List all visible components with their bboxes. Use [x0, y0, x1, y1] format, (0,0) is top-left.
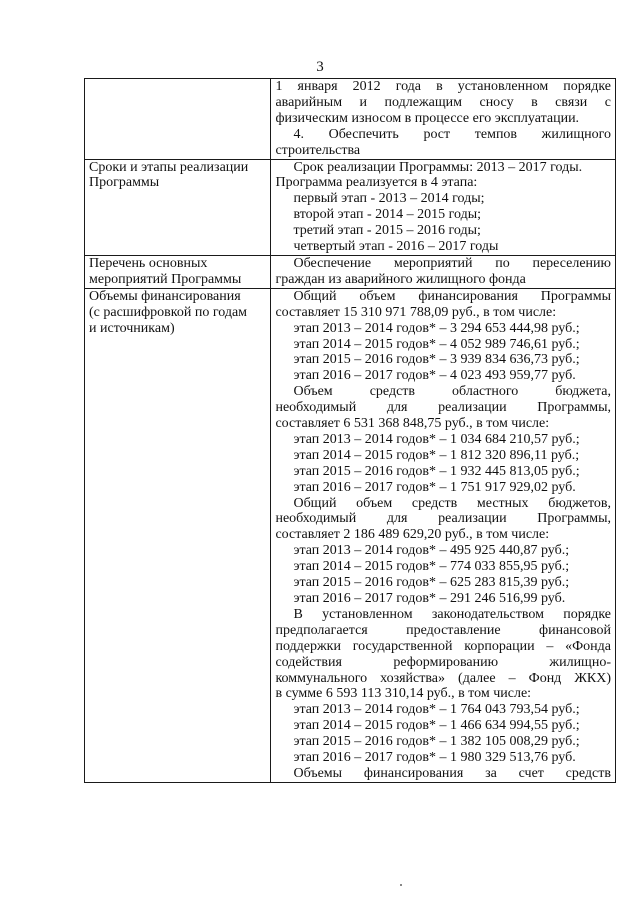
text-line: строительства [275, 142, 361, 158]
financing-stage: этап 2014 – 2015 годов* – 1 466 634 994,55 руб.; [293, 718, 580, 734]
text-line: составляет 6 531 368 848,75 руб., в том числе: [275, 416, 550, 432]
table-row-financing [85, 288, 616, 782]
terms-label-cell [85, 159, 271, 255]
stage-item: третий этап - 2015 – 2016 годы; [293, 223, 481, 239]
text-line: поддержки государственной корпорации – «Фонда [275, 638, 611, 654]
financing-stage: этап 2015 – 2016 годов* – 3 939 834 636,73 руб.; [293, 352, 580, 368]
row-label-line: и источникам) [89, 320, 175, 336]
stage-item: четвертый этап - 2016 – 2017 годы [293, 239, 499, 255]
text-line: содействия реформированию жилищно- [275, 654, 611, 670]
stages-intro: Программа реализуется в 4 этапа: [275, 175, 478, 191]
row-label-line: Объемы финансирования [89, 288, 241, 304]
table-row-activities [85, 255, 616, 288]
text-line: В установленном законодательством порядке [293, 606, 611, 622]
financing-stage: этап 2016 – 2017 годов* – 291 246 516,99 руб. [293, 591, 566, 606]
financing-stage: этап 2015 – 2016 годов* – 625 283 815,39 руб.; [293, 575, 570, 591]
financing-stage: этап 2015 – 2016 годов* – 1 932 445 813,05 руб.; [293, 463, 580, 479]
table-row-terms [85, 159, 616, 255]
row-label-line: Программы [89, 175, 160, 191]
financing-stage: этап 2015 – 2016 годов* – 1 382 105 008,29 руб.; [293, 734, 580, 750]
text-line: коммунального хозяйства» (далее – Фонд ЖКХ) [275, 670, 611, 686]
row-label-line: мероприятий Программы [89, 271, 242, 287]
stage-item: второй этап - 2014 – 2015 годы; [293, 207, 482, 223]
text-line: Общий объем средств местных бюджетов, [293, 495, 611, 511]
text-line: Общий объем финансирования Программы [293, 288, 611, 304]
stage-item: первый этап - 2013 – 2014 годы; [293, 191, 485, 207]
activities-label-cell [85, 255, 271, 288]
financing-stage: этап 2013 – 2014 годов* – 1 034 684 210,57 руб.; [293, 431, 580, 447]
activities-content-cell [271, 255, 616, 288]
financing-stage: этап 2016 – 2017 годов* – 1 980 329 513,76 руб. [293, 750, 576, 766]
text-line: Обеспечение мероприятий по переселению [293, 255, 611, 271]
row-label-line: Сроки и этапы реализации [89, 159, 249, 175]
continuation-content-cell [271, 79, 616, 160]
text-line: 1 января 2012 года в установленном порядке [275, 79, 611, 94]
text-line: необходимый для реализации Программы, [275, 511, 611, 527]
continuation-label-cell [85, 79, 271, 160]
text-line: аварийным и подлежащим сносу в связи с [275, 94, 611, 110]
row-label-line: Перечень основных [89, 255, 208, 271]
financing-label-cell [85, 288, 271, 782]
program-term: Срок реализации Программы: 2013 – 2017 годы. [293, 159, 583, 175]
financing-stage: этап 2016 – 2017 годов* – 4 023 493 959,77 руб. [293, 368, 576, 384]
text-line: составляет 2 186 489 629,20 руб., в том числе: [275, 527, 550, 543]
text-line: Объемы финансирования за счет средств [293, 765, 611, 781]
scan-speck [400, 884, 402, 886]
page-number: 3 [316, 59, 324, 75]
text-line: необходимый для реализации Программы, [275, 400, 611, 416]
text-line: в сумме 6 593 113 310,14 руб., в том числе: [275, 686, 532, 702]
financing-stage: этап 2013 – 2014 годов* – 495 925 440,87 руб.; [293, 543, 570, 559]
terms-content-cell [271, 159, 616, 255]
text-line: Объем средств областного бюджета, [293, 384, 611, 400]
financing-stage: этап 2014 – 2015 годов* – 774 033 855,95 руб.; [293, 559, 570, 575]
text-line: граждан из аварийного жилищного фонда [275, 271, 526, 287]
text-line: физическим износом в процессе его эксплуатации. [275, 110, 580, 126]
text-line: предполагается предоставление финансовой [275, 622, 611, 638]
text-line: составляет 15 310 971 788,09 руб., в том числе: [275, 304, 557, 320]
row-label-line: (с расшифровкой по годам [89, 304, 248, 320]
text-line: 4. Обеспечить рост темпов жилищного [293, 126, 611, 142]
financing-content-cell [271, 288, 616, 782]
financing-stage: этап 2013 – 2014 годов* – 1 764 043 793,54 руб.; [293, 702, 580, 718]
financing-stage: этап 2014 – 2015 годов* – 1 812 320 896,11 руб.; [293, 447, 580, 463]
program-passport-table [84, 78, 616, 783]
financing-stage: этап 2014 – 2015 годов* – 4 052 989 746,61 руб.; [293, 336, 580, 352]
financing-stage: этап 2013 – 2014 годов* – 3 294 653 444,98 руб.; [293, 320, 580, 336]
financing-stage: этап 2016 – 2017 годов* – 1 751 917 929,02 руб. [293, 479, 576, 495]
table-row-continuation [85, 79, 616, 160]
